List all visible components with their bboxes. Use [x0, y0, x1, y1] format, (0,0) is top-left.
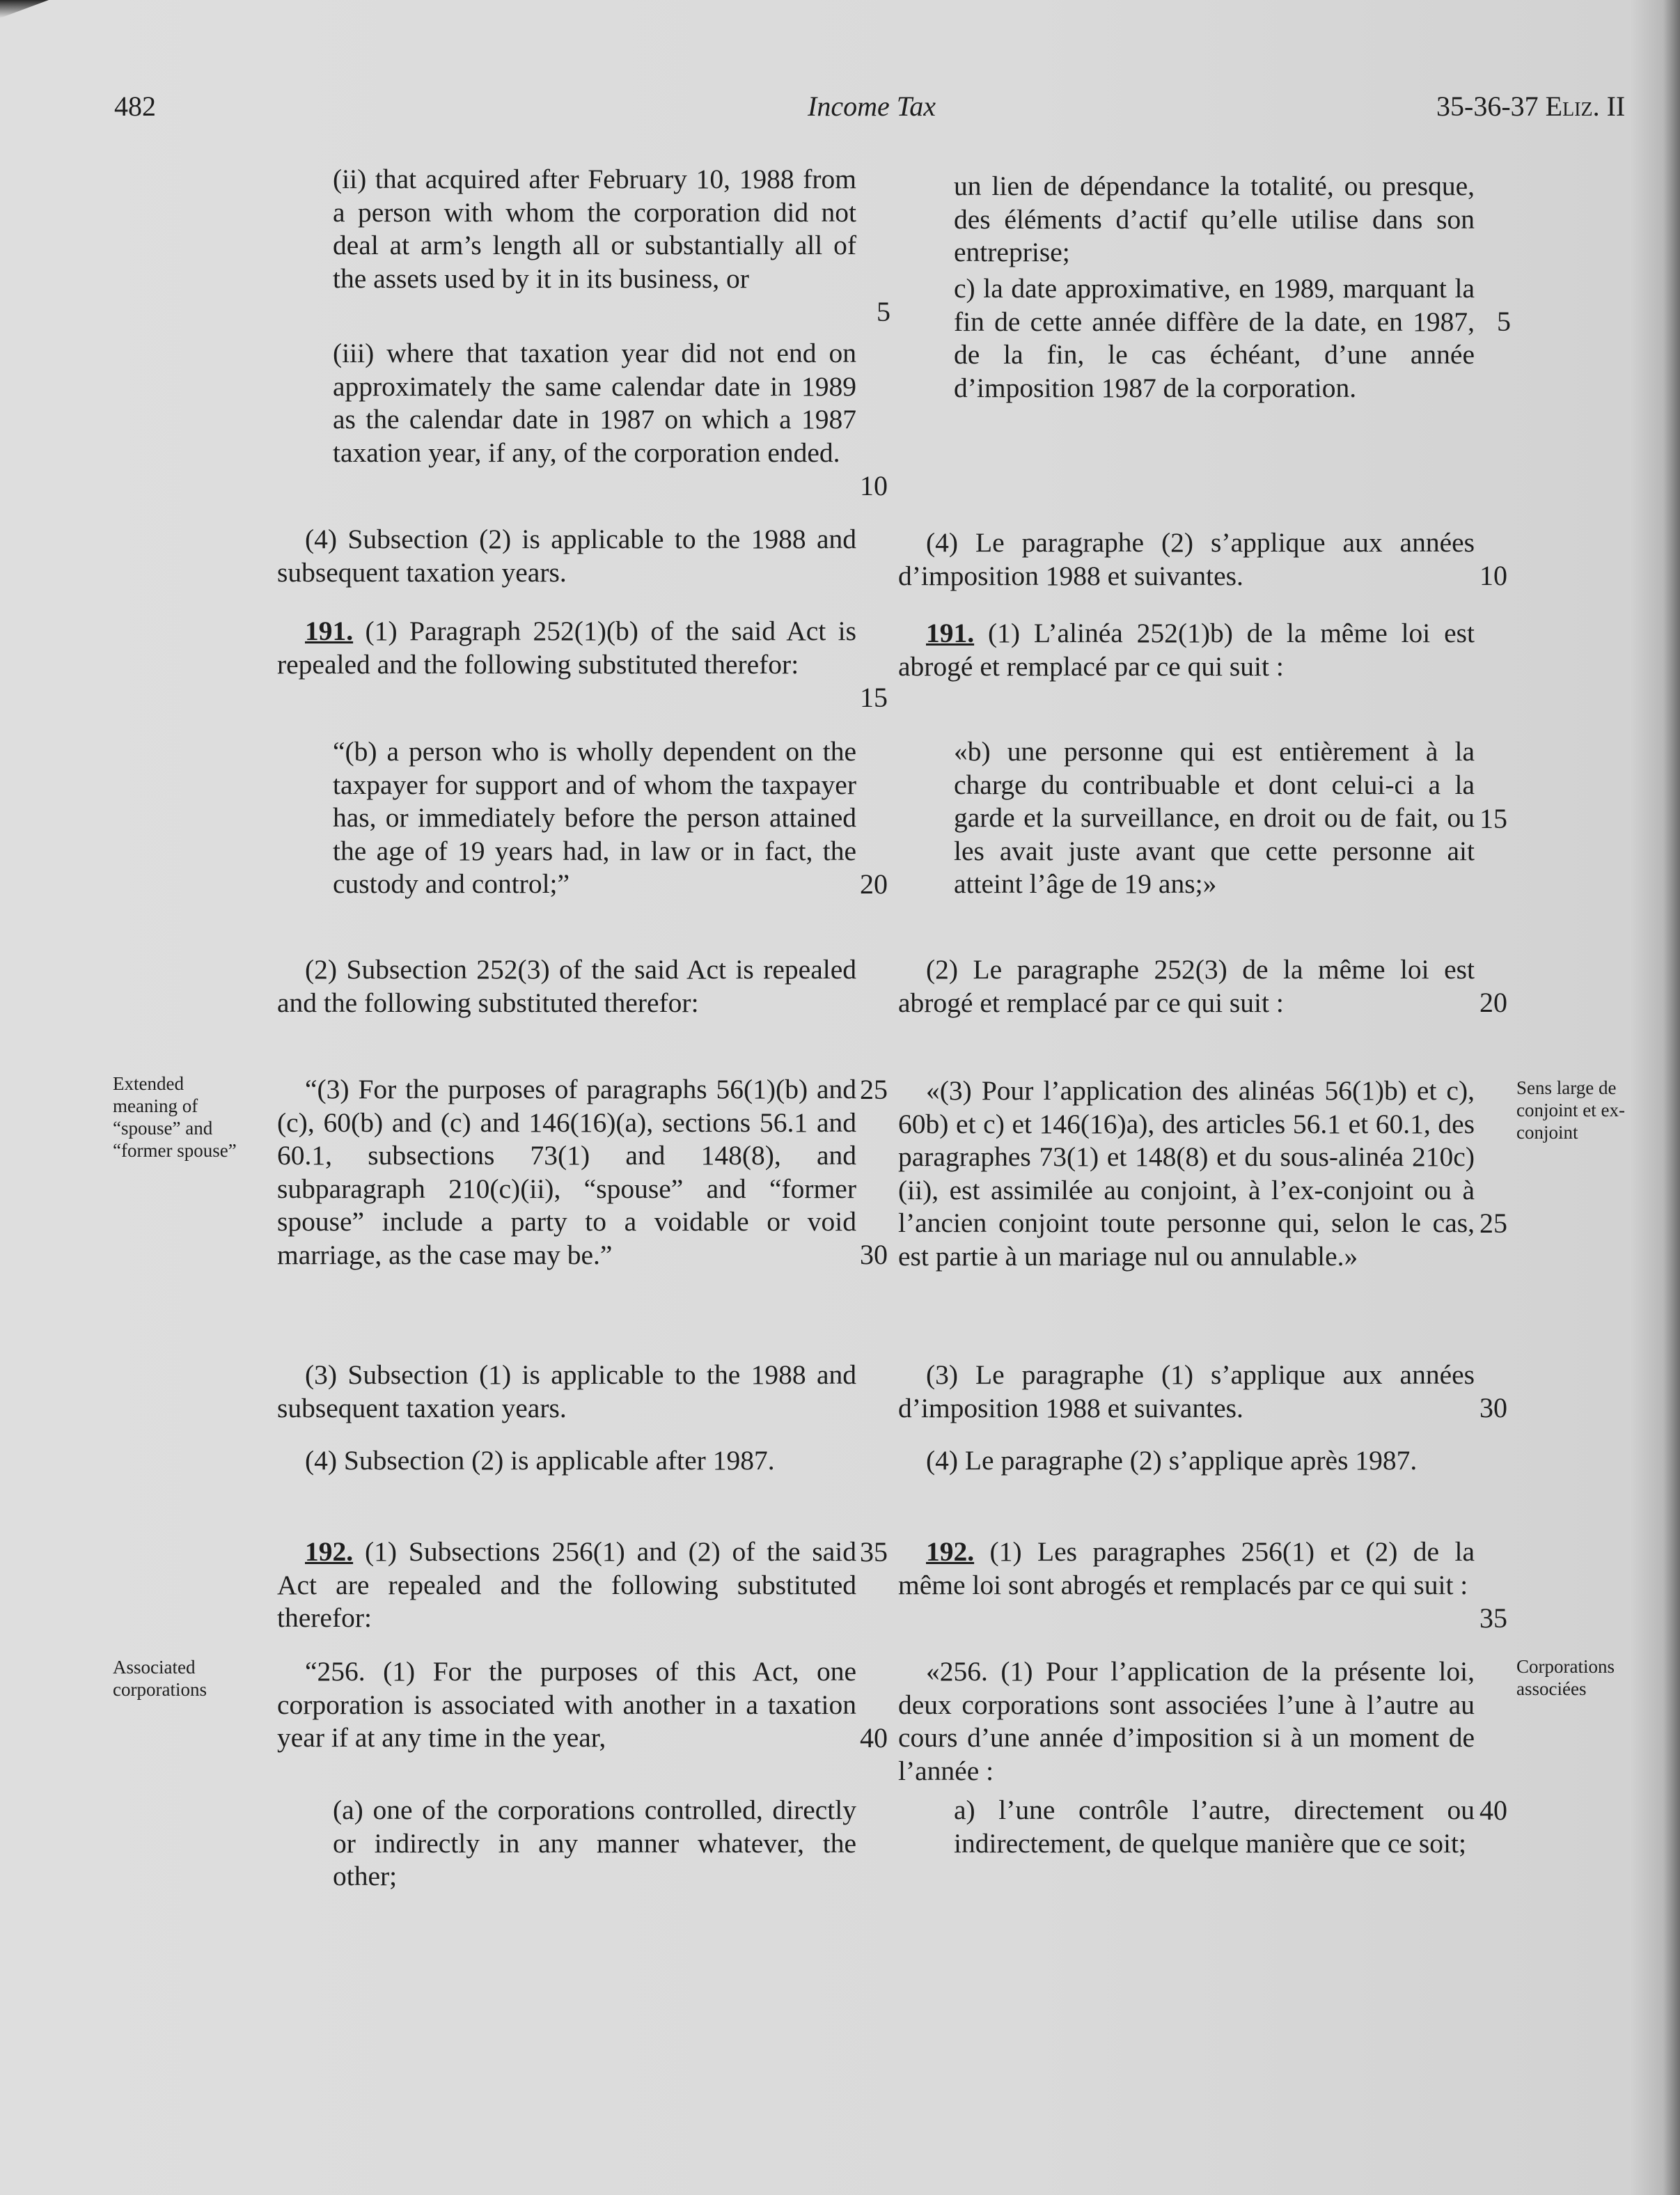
- en-line-number: 30: [860, 1239, 888, 1270]
- margin-note-sens-large: Sens large de conjoint et ex-conjoint: [1516, 1077, 1625, 1143]
- fr-line-number: 5: [1497, 306, 1511, 337]
- page-number: 482: [114, 91, 156, 122]
- en-line-number: 15: [860, 682, 888, 713]
- fr-alinea-252-1-b: «b) une personne qui est entièrement à la charge du contribuable et dont celui-ci a la garde et la surveillance, en droit ou de fait, ou les avait juste avant que cette personne ait atteint l’âge de 19 ans;»: [954, 736, 1475, 899]
- fr-article-191-text: (1) L’alinéa 252(1)b) de la même loi est abrogé et remplacé par ce qui suit :: [898, 618, 1475, 682]
- running-title: Income Tax: [808, 91, 936, 122]
- en-section-191-1: [277, 615, 856, 681]
- en-line-number: 35: [860, 1536, 888, 1568]
- en-line-number: 10: [860, 470, 888, 501]
- fr-line-number: 30: [1479, 1392, 1507, 1423]
- fr-article-191-3: (3) Le paragraphe (1) s’applique aux années d’imposition 1988 et suivantes.: [898, 1359, 1475, 1423]
- en-clause-ii: (ii) that acquired after February 10, 1988 from a person with whom the corporation did not deal at arm’s length all or substantially all of the assets used by it in its business, or: [333, 164, 856, 294]
- en-section-191-4: (4) Subsection (2) is applicable after 1987.: [305, 1445, 775, 1476]
- en-section-191-text: (1) Paragraph 252(1)(b) of the said Act is repealed and the following substituted therefor:: [277, 616, 856, 680]
- en-paragraph-252-1-b: “(b) a person who is wholly dependent on the taxpayer for support and of whom the taxpayer has, or immediately before the person attained the age of 19 years had, in law or in fact, the custody and control;”: [333, 736, 856, 899]
- margin-note-extended-spouse: Extended meaning of “spouse” and “former spouse”: [113, 1073, 237, 1161]
- fr-line-number: 25: [1479, 1208, 1507, 1239]
- en-line-number: 40: [860, 1722, 888, 1753]
- en-section-192-1: [277, 1536, 856, 1635]
- fr-line-number: 35: [1479, 1602, 1507, 1634]
- en-subsection-252-3: “(3) For the purposes of paragraphs 56(1)(b) and (c), 60(b) and (c) and 146(16)(a), sections 56.1 and 60.1, subsections 73(1) and 148(8), and subparagraph 210(c)(ii), “spouse” and “former spouse” include a party to a voidable or void marriage, as the case may be.”: [277, 1074, 856, 1270]
- en-paragraph-256-1-a: (a) one of the corporations controlled, directly or indirectly in any manner whatever, the other;: [333, 1795, 856, 1891]
- fr-article-192-1: [898, 1536, 1475, 1602]
- fr-article-192-number: 192.: [926, 1536, 975, 1567]
- en-subsection-4-applicability: (4) Subsection (2) is applicable to the 1988 and subsequent taxation years.: [277, 524, 856, 588]
- session-years: 35-36-37: [1436, 91, 1539, 122]
- fr-line-number: 40: [1479, 1795, 1507, 1826]
- session-reference: [1436, 89, 1625, 124]
- fr-line-number: 10: [1479, 560, 1507, 591]
- fr-article-191-4: (4) Le paragraphe (2) s’applique après 1987.: [926, 1445, 1418, 1476]
- margin-note-corporations-associees: Corporations associées: [1516, 1656, 1615, 1699]
- en-clause-iii: (iii) where that taxation year did not end on approximately the same calendar date in 1989 as the calendar date in 1987 on which a 1987 taxation year, if any, of the corporation ended.: [333, 338, 856, 468]
- fr-article-191-1: [898, 617, 1475, 683]
- en-section-256-1: “256. (1) For the purposes of this Act, one corporation is associated with another in a taxation year if at any time in the year,: [277, 1656, 856, 1753]
- fr-line-number: 20: [1479, 987, 1507, 1018]
- fr-paragraphe-4-application: (4) Le paragraphe (2) s’applique aux années d’imposition 1988 et suivantes.: [898, 527, 1475, 591]
- en-section-191-number: 191.: [305, 616, 354, 646]
- fr-article-256-1: «256. (1) Pour l’application de la présente loi, deux corporations sont associées l’une à l’autre au cours d’une année d’imposition si à un moment de l’année :: [898, 1656, 1475, 1786]
- fr-line-number: 15: [1479, 803, 1507, 834]
- session-reign: Eliz. II: [1545, 91, 1626, 122]
- en-section-192-text: (1) Subsections 256(1) and (2) of the said Act are repealed and the following substituted therefor:: [277, 1536, 856, 1633]
- margin-note-associated-corporations: Associated corporations: [113, 1657, 207, 1700]
- en-line-number: 25: [860, 1074, 888, 1105]
- en-section-191-2: (2) Subsection 252(3) of the said Act is repealed and the following substituted therefor:: [277, 954, 856, 1018]
- fr-paragraphe-252-3: «(3) Pour l’application des alinéas 56(1)b) et c), 60b) et c) et 146(16)a), des articles 56.1 et 60.1, des paragraphes 73(1) et 148(8) et du sous-alinéa 210c)(ii), est assimilée au conjoint, à l’ex-conjoint ou à l’ancien conjoint toute personne qui, selon le cas, est partie à un mariage nul ou annulable.»: [898, 1075, 1475, 1272]
- fr-article-192-text: (1) Les paragraphes 256(1) et (2) de la même loi sont abrogés et remplacés par ce qui suit :: [898, 1536, 1475, 1600]
- en-section-191-3: (3) Subsection (1) is applicable to the 1988 and subsequent taxation years.: [277, 1359, 856, 1423]
- scan-corner-shadow: [0, 0, 49, 18]
- en-section-192-number: 192.: [305, 1536, 354, 1567]
- fr-article-191-2: (2) Le paragraphe 252(3) de la même loi est abrogé et remplacé par ce qui suit :: [898, 954, 1475, 1018]
- fr-continuation: un lien de dépendance la totalité, ou presque, des éléments d’actif qu’elle utilise dans son entreprise;: [954, 171, 1475, 267]
- en-line-number: 20: [860, 868, 888, 900]
- fr-alinea-c: c) la date approximative, en 1989, marquant la fin de cette année diffère de la date, en 1987, de la fin, le cas échéant, d’une année d’imposition 1987 de la corporation.: [954, 273, 1475, 403]
- en-line-number: 5: [877, 296, 890, 327]
- fr-alinea-256-1-a: a) l’une contrôle l’autre, directement ou indirectement, de quelque manière que ce soit;: [954, 1795, 1475, 1859]
- fr-article-191-number: 191.: [926, 618, 975, 648]
